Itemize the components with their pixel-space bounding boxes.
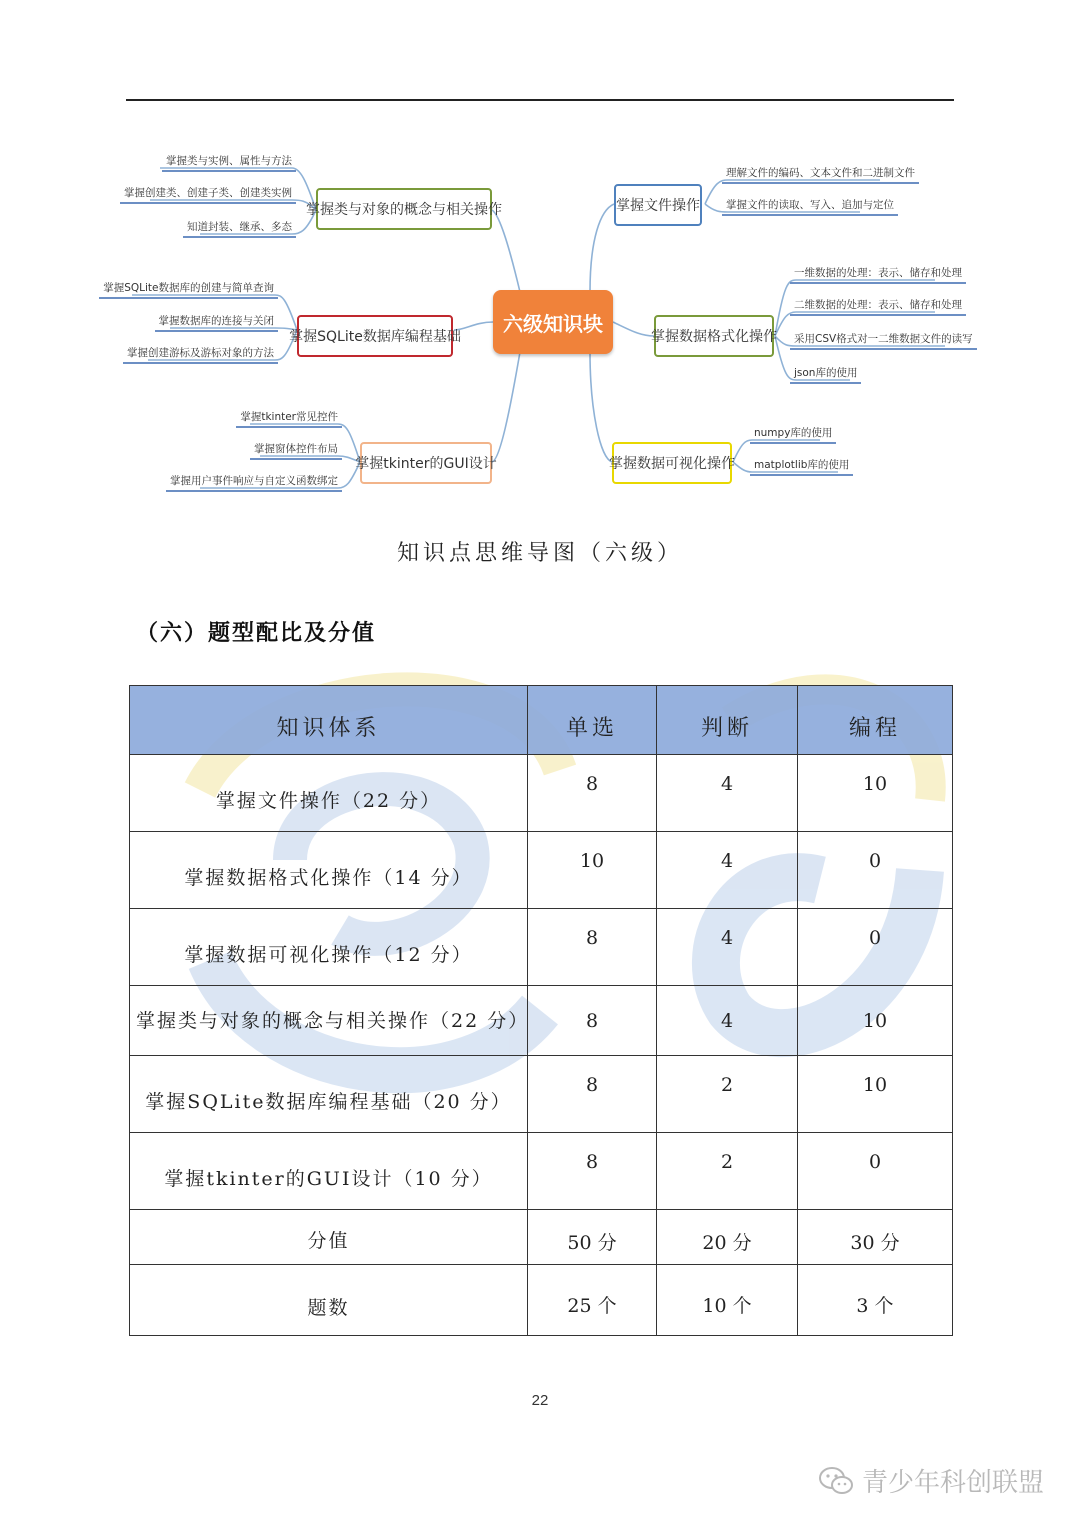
row-single: 8 xyxy=(528,1056,657,1133)
header-knowledge: 知识体系 xyxy=(130,686,528,755)
leaf-csv: 采用CSV格式对一二维数据文件的读写 xyxy=(790,332,977,350)
branch-class-object: 掌握类与对象的概念与相关操作 xyxy=(316,188,492,230)
row-single: 10 xyxy=(528,832,657,909)
branch-tkinter: 掌握tkinter的GUI设计 xyxy=(360,442,492,484)
section-title: （六）题型配比及分值 xyxy=(136,620,377,646)
leaf-encapsulation: 知道封装、继承、多态 xyxy=(183,220,296,238)
leaf-sqlite-create: 掌握SQLite数据库的创建与简单查询 xyxy=(99,281,278,299)
header-single-choice: 单选 xyxy=(528,686,657,755)
table-row xyxy=(130,832,953,909)
table-row-count xyxy=(130,1265,953,1336)
mind-map xyxy=(103,140,973,510)
row-program: 0 xyxy=(798,1133,953,1210)
row-name: 掌握数据格式化操作（14 分） xyxy=(130,832,528,909)
table-header-row xyxy=(130,686,953,755)
table-row xyxy=(130,1056,953,1133)
count-program: 3 个 xyxy=(798,1265,953,1336)
brand-text: 青少年科创联盟 xyxy=(861,1468,1044,1498)
leaf-tk-layout: 掌握窗体控件布局 xyxy=(250,442,342,460)
row-program: 10 xyxy=(798,1056,953,1133)
leaf-file-rw: 掌握文件的读取、写入、追加与定位 xyxy=(722,198,898,216)
header-judge: 判断 xyxy=(657,686,798,755)
row-judge: 2 xyxy=(657,1133,798,1210)
score-single: 50 分 xyxy=(528,1210,657,1265)
row-name: 掌握文件操作（22 分） xyxy=(130,755,528,832)
table-row xyxy=(130,1133,953,1210)
count-judge: 10 个 xyxy=(657,1265,798,1336)
row-program: 0 xyxy=(798,909,953,986)
leaf-class-instance: 掌握类与实例、属性与方法 xyxy=(162,154,296,172)
row-program: 0 xyxy=(798,832,953,909)
leaf-cursor: 掌握创建游标及游标对象的方法 xyxy=(123,346,278,364)
leaf-1d-data: 一维数据的处理：表示、储存和处理 xyxy=(790,266,966,284)
row-program: 10 xyxy=(798,986,953,1056)
score-program: 30 分 xyxy=(798,1210,953,1265)
leaf-file-encoding: 理解文件的编码、文本文件和二进制文件 xyxy=(722,166,919,184)
branch-file-ops: 掌握文件操作 xyxy=(614,184,702,226)
row-name: 掌握数据可视化操作（12 分） xyxy=(130,909,528,986)
table-row-score xyxy=(130,1210,953,1265)
count-label: 题数 xyxy=(130,1265,528,1336)
row-judge: 4 xyxy=(657,755,798,832)
score-label: 分值 xyxy=(130,1210,528,1265)
header-programming: 编程 xyxy=(798,686,953,755)
row-single: 8 xyxy=(528,909,657,986)
leaf-numpy: numpy库的使用 xyxy=(750,426,836,444)
leaf-2d-data: 二维数据的处理：表示、储存和处理 xyxy=(790,298,966,316)
branch-visualization: 掌握数据可视化操作 xyxy=(612,442,732,484)
count-single: 25 个 xyxy=(528,1265,657,1336)
leaf-create-class: 掌握创建类、创建子类、创建类实例 xyxy=(120,186,296,204)
leaf-matplotlib: matplotlib库的使用 xyxy=(750,458,853,476)
table-row xyxy=(130,755,953,832)
row-name: 掌握tkinter的GUI设计（10 分） xyxy=(130,1133,528,1210)
figure-caption: 知识点思维导图（六级） xyxy=(396,541,683,566)
row-name: 掌握SQLite数据库编程基础（20 分） xyxy=(130,1056,528,1133)
leaf-db-connect: 掌握数据库的连接与关闭 xyxy=(155,314,279,332)
score-table xyxy=(129,685,953,1336)
row-single: 8 xyxy=(528,1133,657,1210)
row-name: 掌握类与对象的概念与相关操作（22 分） xyxy=(130,986,528,1056)
table-row xyxy=(130,909,953,986)
leaf-tk-widgets: 掌握tkinter常见控件 xyxy=(236,410,342,428)
row-judge: 4 xyxy=(657,832,798,909)
table-row xyxy=(130,986,953,1056)
row-judge: 4 xyxy=(657,909,798,986)
leaf-tk-events: 掌握用户事件响应与自定义函数绑定 xyxy=(166,474,342,492)
row-program: 10 xyxy=(798,755,953,832)
row-judge: 2 xyxy=(657,1056,798,1133)
branch-sqlite: 掌握SQLite数据库编程基础 xyxy=(297,315,453,357)
row-judge: 4 xyxy=(657,986,798,1056)
row-single: 8 xyxy=(528,755,657,832)
header-rule xyxy=(126,99,954,101)
leaf-json: json库的使用 xyxy=(790,366,861,384)
mind-map-center: 六级知识块 xyxy=(493,290,613,354)
wechat-icon xyxy=(818,1466,854,1496)
score-judge: 20 分 xyxy=(657,1210,798,1265)
brand-watermark xyxy=(818,1462,1044,1499)
branch-data-format: 掌握数据格式化操作 xyxy=(654,315,774,357)
page-number: 22 xyxy=(531,1392,549,1409)
row-single: 8 xyxy=(528,986,657,1056)
